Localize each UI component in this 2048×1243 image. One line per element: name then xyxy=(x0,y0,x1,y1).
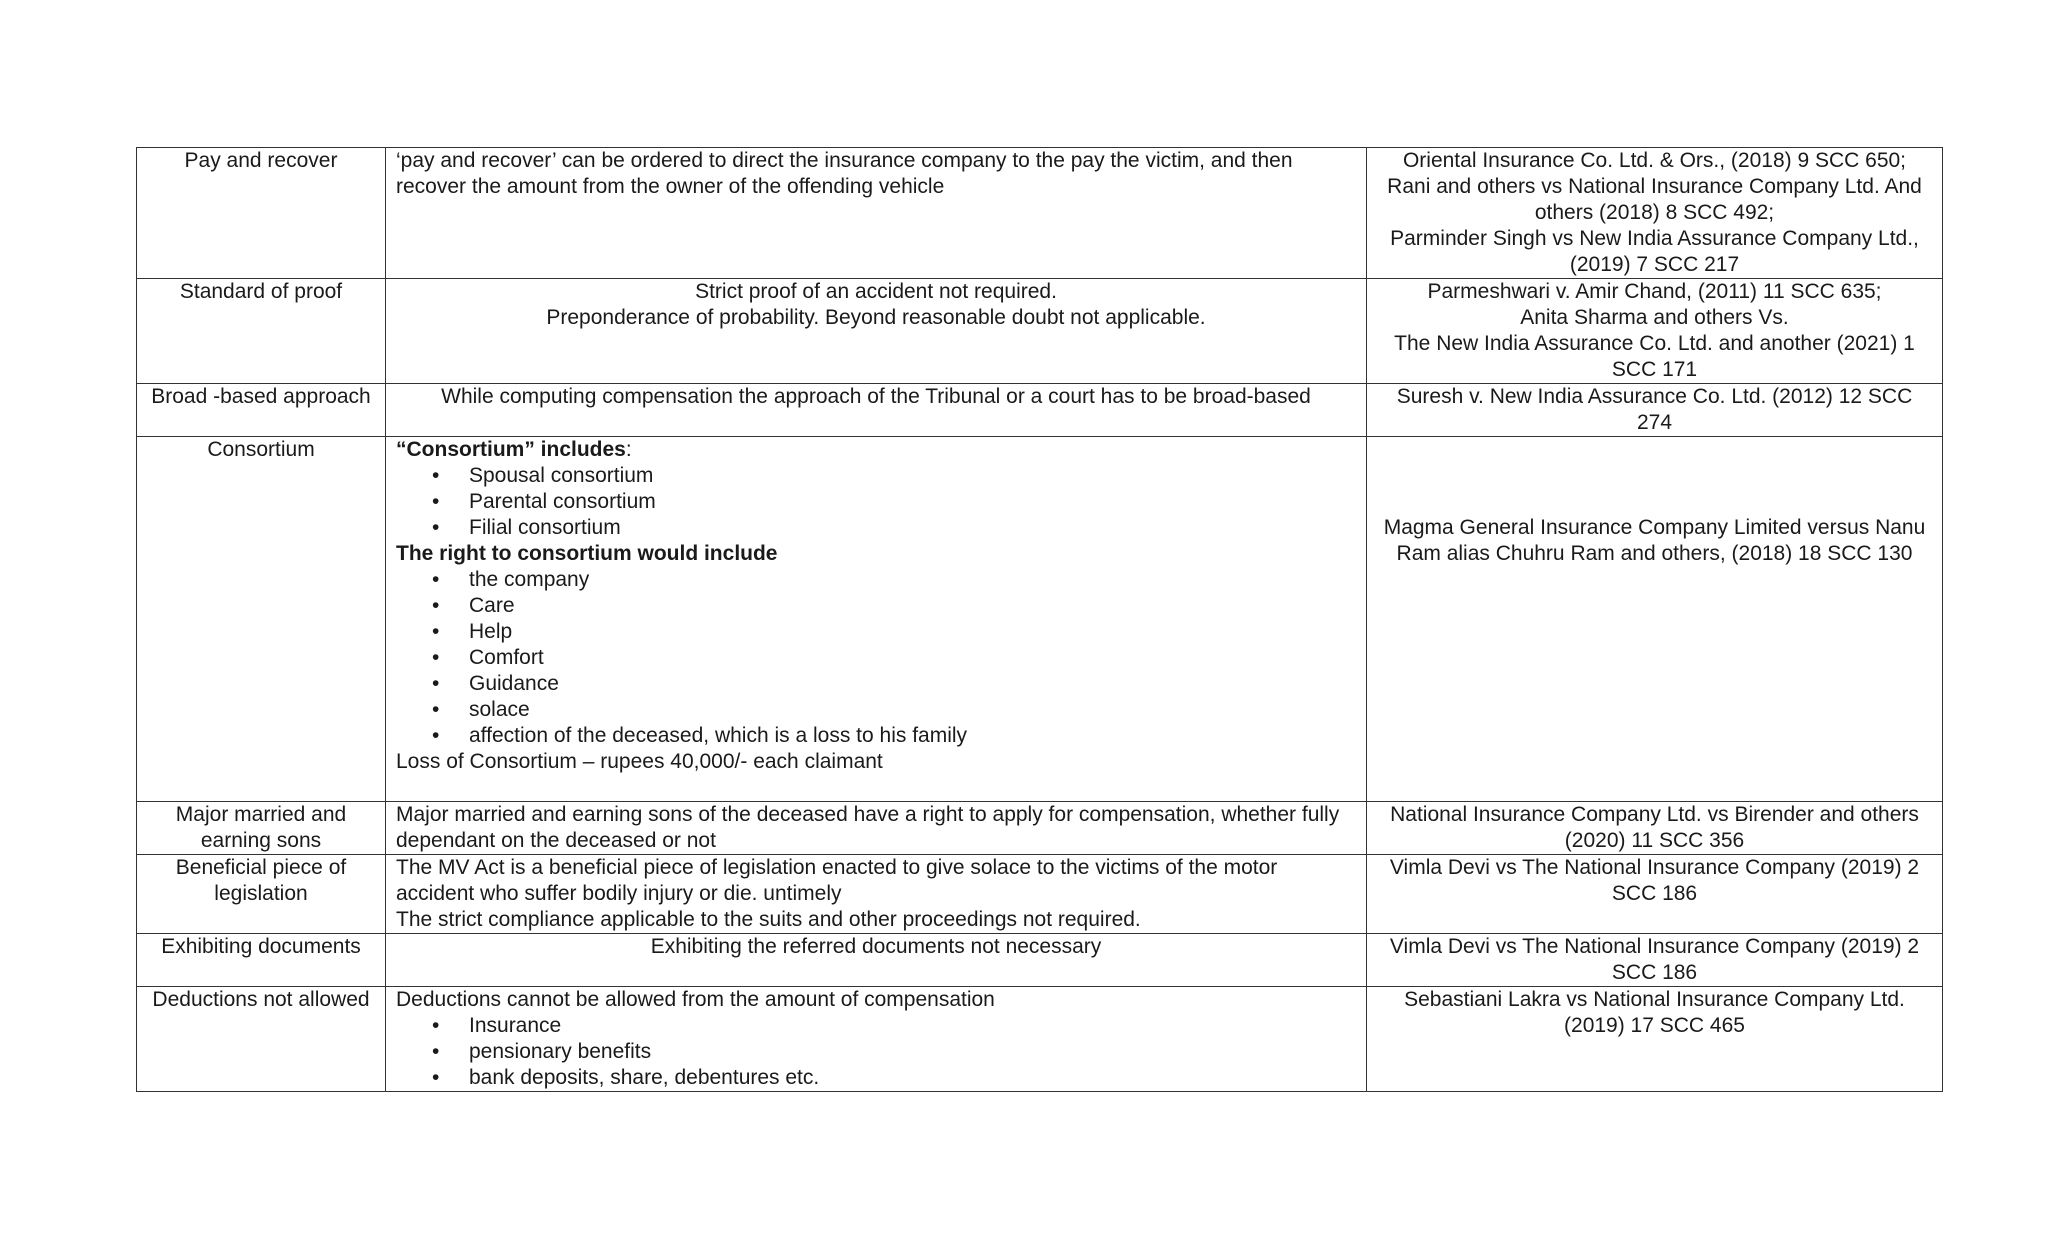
citation-text: Magma General Insurance Company Limited versus Nanu Ram alias Chuhru Ram and others, (2018) 18 SCC 130 xyxy=(1383,516,1926,565)
topic-text: Pay and recover xyxy=(184,149,338,172)
list-item: • solace xyxy=(396,697,1356,723)
table-row xyxy=(137,987,1943,1092)
citation-text: Anita Sharma and others Vs. xyxy=(1520,306,1789,329)
citation-cell xyxy=(1367,437,1943,802)
consortium-right-list xyxy=(396,567,1356,749)
list-item: • Filial consortium xyxy=(396,515,1356,541)
topic-cell xyxy=(137,802,386,855)
description-cell xyxy=(386,148,1367,279)
table-row xyxy=(137,279,1943,384)
description-text: Strict proof of an accident not required. xyxy=(695,280,1057,303)
citation-text: Parminder Singh vs New India Assurance Company Ltd., (2019) 7 SCC 217 xyxy=(1390,227,1919,276)
citation-text: Suresh v. New India Assurance Co. Ltd. (2012) 12 SCC 274 xyxy=(1396,385,1913,434)
citation-text: Oriental Insurance Co. Ltd. & Ors., (2018) 9 SCC 650; xyxy=(1402,149,1907,172)
description-cell xyxy=(386,802,1367,855)
topic-text: Major married and earning sons xyxy=(175,803,347,852)
list-item: • Guidance xyxy=(396,671,1356,697)
citation-text: Rani and others vs National Insurance Company Ltd. And others (2018) 8 SCC 492; xyxy=(1387,175,1922,224)
topic-text: Standard of proof xyxy=(179,280,343,303)
list-item: • the company xyxy=(396,567,1356,593)
list-item: • affection of the deceased, which is a loss to his family xyxy=(396,723,1356,749)
deductions-list xyxy=(396,1013,1356,1091)
description-text: Exhibiting the referred documents not necessary xyxy=(650,935,1102,958)
table-row xyxy=(137,934,1943,987)
citation-text: Parmeshwari v. Amir Chand, (2011) 11 SCC 635; xyxy=(1427,280,1882,303)
consortium-footer: Loss of Consortium – rupees 40,000/- each claimant xyxy=(396,750,883,773)
topic-cell xyxy=(137,934,386,987)
description-text: The MV Act is a beneficial piece of legislation enacted to give solace to the victims of the motor accident who suffer bodily injury or die. untimely xyxy=(396,856,1278,905)
citation-cell xyxy=(1367,384,1943,437)
description-cell xyxy=(386,987,1367,1092)
citation-text: Vimla Devi vs The National Insurance Company (2019) 2 SCC 186 xyxy=(1389,856,1920,905)
citation-cell xyxy=(1367,934,1943,987)
description-text: Major married and earning sons of the deceased have a right to apply for compensation, whether fully dependant on the deceased or not xyxy=(396,803,1340,852)
case-law-table xyxy=(136,147,1943,1092)
topic-cell xyxy=(137,148,386,279)
list-item: • Spousal consortium xyxy=(396,463,1356,489)
table-row xyxy=(137,437,1943,802)
description-cell xyxy=(386,934,1367,987)
citation-text: National Insurance Company Ltd. vs Birender and others (2020) 11 SCC 356 xyxy=(1390,803,1919,852)
table-row xyxy=(137,855,1943,934)
list-item: • bank deposits, share, debentures etc. xyxy=(396,1065,1356,1091)
topic-cell xyxy=(137,987,386,1092)
list-item: • Comfort xyxy=(396,645,1356,671)
description-text: ‘pay and recover’ can be ordered to direct the insurance company to the pay the victim, and then recover the amount from the owner of the offending vehicle xyxy=(396,149,1293,198)
citation-text: Sebastiani Lakra vs National Insurance Company Ltd. (2019) 17 SCC 465 xyxy=(1404,988,1905,1037)
list-item: • Parental consortium xyxy=(396,489,1356,515)
description-text: The strict compliance applicable to the suits and other proceedings not required. xyxy=(396,908,1141,931)
topic-cell xyxy=(137,855,386,934)
topic-text: Consortium xyxy=(207,438,315,461)
description-cell xyxy=(386,437,1367,802)
list-item: • pensionary benefits xyxy=(396,1039,1356,1065)
table-row xyxy=(137,802,1943,855)
list-item: • Help xyxy=(396,619,1356,645)
description-cell xyxy=(386,384,1367,437)
citation-cell xyxy=(1367,987,1943,1092)
consortium-types-list xyxy=(396,463,1356,541)
citation-text: Vimla Devi vs The National Insurance Company (2019) 2 SCC 186 xyxy=(1389,935,1920,984)
topic-cell xyxy=(137,384,386,437)
consortium-heading: “Consortium” includes: xyxy=(396,438,632,461)
consortium-right-heading: The right to consortium would include xyxy=(396,542,778,565)
topic-text: Beneficial piece of legislation xyxy=(175,856,347,905)
citation-cell xyxy=(1367,855,1943,934)
description-text: While computing compensation the approach of the Tribunal or a court has to be broad-based xyxy=(441,385,1311,408)
table-row xyxy=(137,148,1943,279)
citation-cell xyxy=(1367,279,1943,384)
description-cell xyxy=(386,855,1367,934)
topic-cell xyxy=(137,437,386,802)
list-item: • Care xyxy=(396,593,1356,619)
citation-cell xyxy=(1367,148,1943,279)
topic-text: Deductions not allowed xyxy=(152,988,370,1011)
topic-text: Exhibiting documents xyxy=(161,935,361,958)
description-text: Preponderance of probability. Beyond reasonable doubt not applicable. xyxy=(546,306,1206,329)
citation-text: The New India Assurance Co. Ltd. and another (2021) 1 SCC 171 xyxy=(1394,332,1915,381)
citation-cell xyxy=(1367,802,1943,855)
list-item: • Insurance xyxy=(396,1013,1356,1039)
deductions-intro: Deductions cannot be allowed from the amount of compensation xyxy=(396,988,995,1011)
table-row xyxy=(137,384,1943,437)
topic-text: Broad -based approach xyxy=(151,385,371,408)
topic-cell xyxy=(137,279,386,384)
description-cell xyxy=(386,279,1367,384)
